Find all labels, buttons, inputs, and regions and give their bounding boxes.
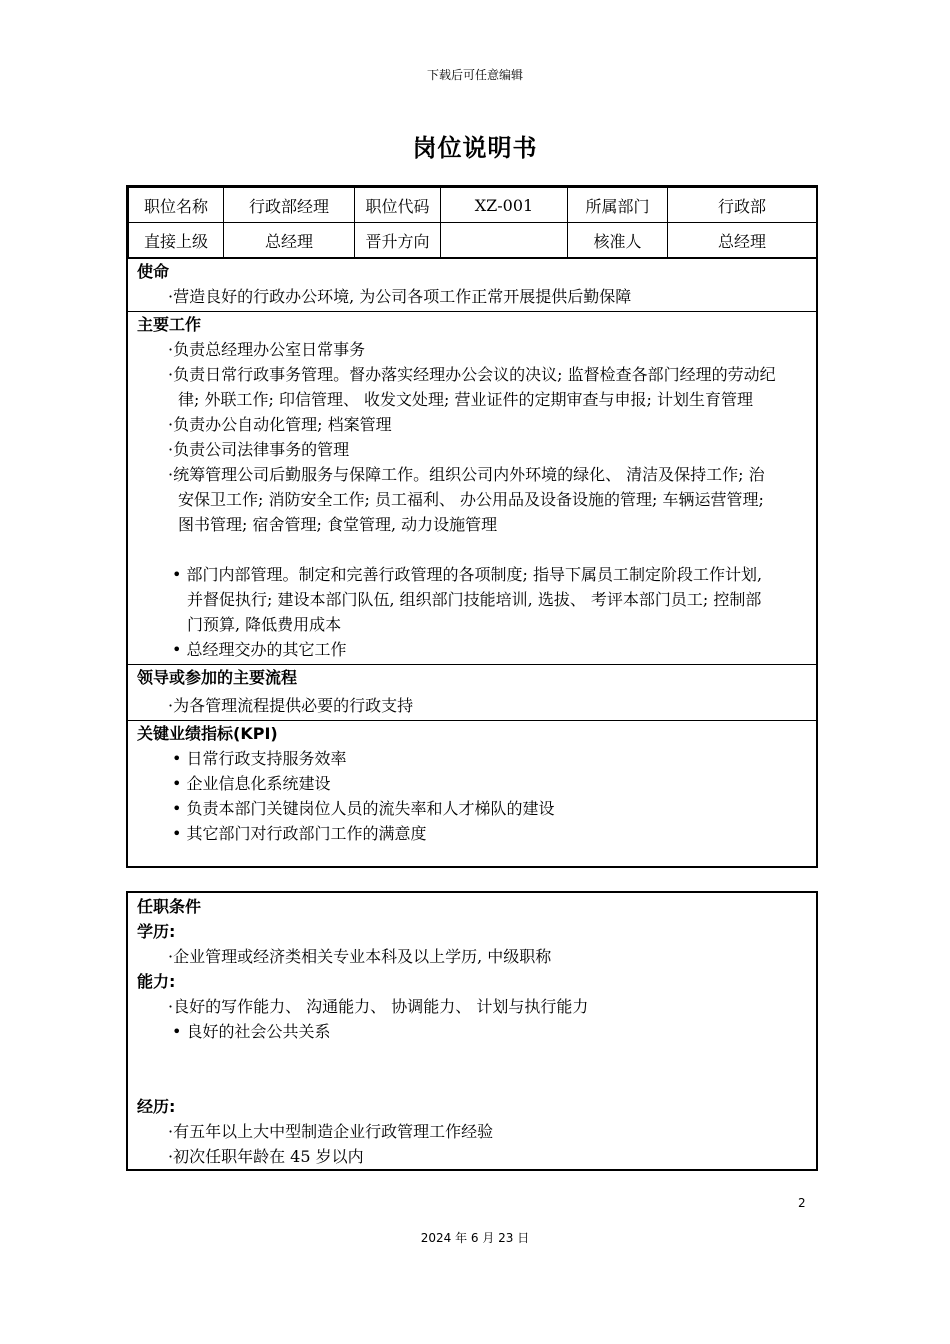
main-work-section xyxy=(128,311,816,664)
work-item: ·负责办公自动化管理; 档案管理 xyxy=(168,415,392,434)
job-description-box xyxy=(126,185,818,868)
value-promotion-path xyxy=(441,223,568,258)
value-department: 行政部 xyxy=(668,188,817,223)
work-item: ·负责日常行政事务管理。督办落实经理办公会议的决议; 监督检查各部门经理的劳动纪 律; 外联工作; 印信管理、 收发文处理; 营业证件的定期审查与申报; 计划生育管理 xyxy=(168,365,776,409)
page-title: 岗位说明书 xyxy=(412,133,538,162)
ability-label: 能力: xyxy=(137,972,176,991)
processes-title: 领导或参加的主要流程 xyxy=(137,668,298,687)
kpi-item: • 企业信息化系统建设 xyxy=(172,774,331,793)
label-approver: 核准人 xyxy=(568,223,668,258)
experience-line: ·有五年以上大中型制造企业行政管理工作经验 xyxy=(168,1122,494,1141)
education-line: ·企业管理或经济类相关专业本科及以上学历, 中级职称 xyxy=(168,947,552,966)
qualifications-box xyxy=(126,891,818,1171)
info-table xyxy=(128,187,817,258)
mission-section xyxy=(128,258,816,311)
work-bullet-item: • 部门内部管理。制定和完善行政管理的各项制度; 指导下属员工制定阶段工作计划, 并督促执行; 建设本部门队伍, 组织部门技能培训, 选拔、 考评本部门员工; 控制部 门预算, 降低费用成本 xyxy=(172,565,763,634)
label-department: 所属部门 xyxy=(568,188,668,223)
value-position-name: 行政部经理 xyxy=(224,188,355,223)
main-work-title: 主要工作 xyxy=(137,315,202,334)
kpi-title: 关键业绩指标(KPI) xyxy=(137,724,278,743)
experience-label: 经历: xyxy=(137,1097,176,1116)
value-direct-supervisor: 总经理 xyxy=(224,223,355,258)
kpi-section xyxy=(128,720,816,848)
page-number: 2 xyxy=(798,1196,806,1210)
label-direct-supervisor: 直接上级 xyxy=(129,223,224,258)
header-note: 下载后可任意编辑 xyxy=(426,68,523,82)
education-label: 学历: xyxy=(137,922,176,941)
info-row-2 xyxy=(129,223,817,258)
processes-section xyxy=(128,664,816,720)
work-item: ·统筹管理公司后勤服务与保障工作。组织公司内外环境的绿化、 清洁及保持工作; 治 安保卫工作; 消防安全工作; 员工福利、 办公用品及设备设施的管理; 车辆运营管理; 图书管理; 宿舍管理; 食堂管理, 动力设施管理 xyxy=(168,465,765,534)
work-item: ·负责公司法律事务的管理 xyxy=(168,440,350,459)
qualifications-title: 任职条件 xyxy=(137,897,202,916)
label-position-name: 职位名称 xyxy=(129,188,224,223)
value-approver: 总经理 xyxy=(668,223,817,258)
kpi-item: • 负责本部门关键岗位人员的流失率和人才梯队的建设 xyxy=(172,799,555,818)
kpi-item: • 其它部门对行政部门工作的满意度 xyxy=(172,824,427,843)
value-position-code: XZ-001 xyxy=(441,188,568,223)
qualifications-section xyxy=(128,893,816,1169)
experience-line: ·初次任职年龄在 45 岁以内 xyxy=(168,1147,364,1166)
process-line: ·为各管理流程提供必要的行政支持 xyxy=(168,696,414,715)
work-item: ·负责总经理办公室日常事务 xyxy=(168,340,366,359)
work-bullet-item: • 总经理交办的其它工作 xyxy=(172,640,347,659)
footer-date: 2024 年 6 月 23 日 xyxy=(420,1231,530,1245)
ability-line: • 良好的社会公共关系 xyxy=(172,1022,331,1041)
info-row-1 xyxy=(129,188,817,223)
mission-title: 使命 xyxy=(137,262,170,281)
label-promotion-path: 晋升方向 xyxy=(355,223,441,258)
kpi-item: • 日常行政支持服务效率 xyxy=(172,749,347,768)
label-position-code: 职位代码 xyxy=(355,188,441,223)
mission-line: ·营造良好的行政办公环境, 为公司各项工作正常开展提供后勤保障 xyxy=(168,287,632,306)
ability-line: ·良好的写作能力、 沟通能力、 协调能力、 计划与执行能力 xyxy=(168,997,589,1016)
